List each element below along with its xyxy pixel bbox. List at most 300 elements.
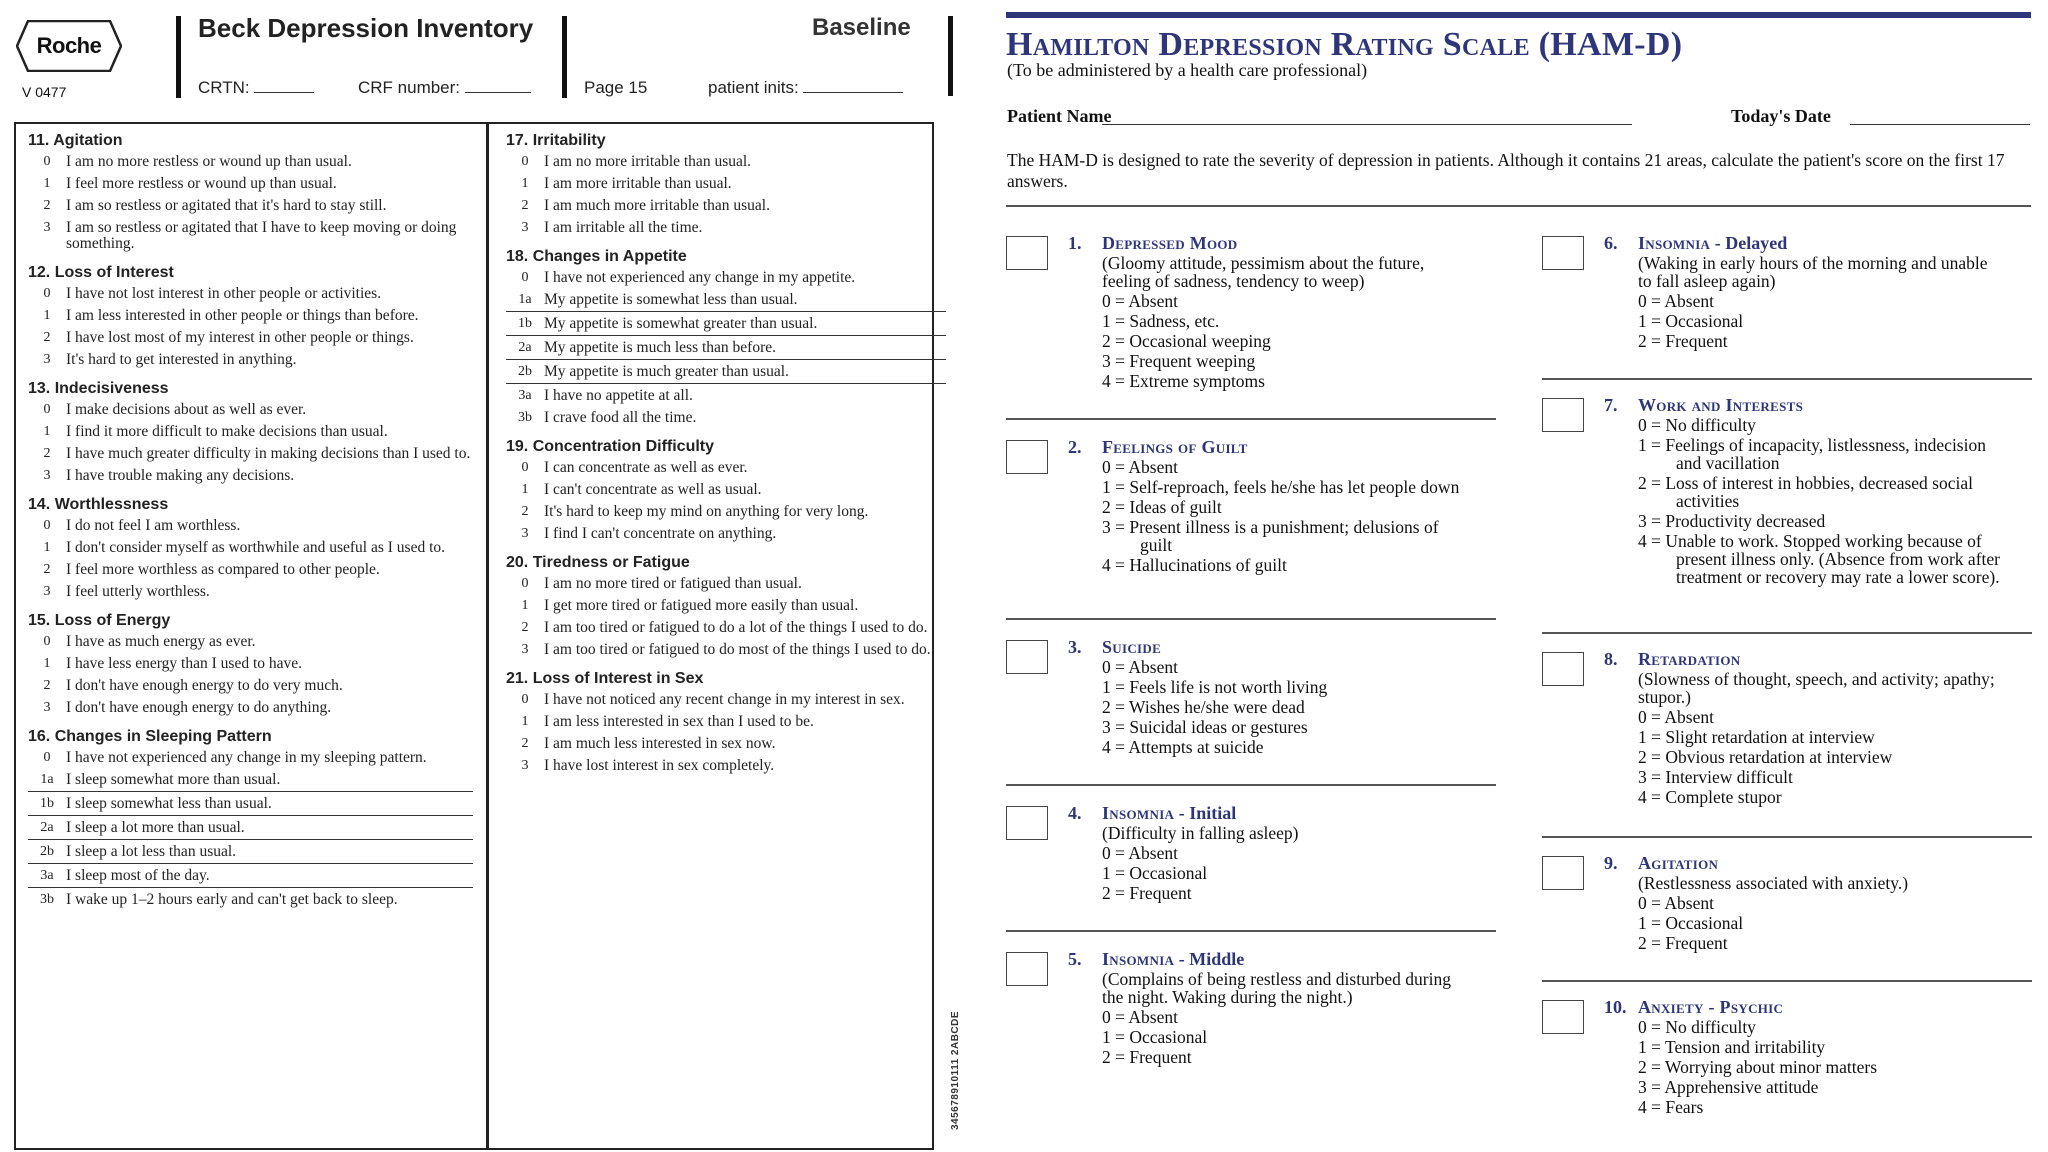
patient-name-field[interactable] xyxy=(1102,124,1632,125)
option-code: 1 xyxy=(43,540,51,555)
item-body xyxy=(1604,648,2004,808)
answer-option[interactable] xyxy=(28,750,473,766)
option-text: I have not experienced any change in my appetite. xyxy=(544,269,856,286)
answer-option[interactable] xyxy=(28,176,473,192)
item-body xyxy=(1068,232,1468,392)
option-text: I have not noticed any recent change in my interest in sex. xyxy=(544,691,905,708)
answer-option[interactable] xyxy=(506,198,946,214)
item-divider xyxy=(1542,980,2032,982)
option-text: I am much more irritable than usual. xyxy=(544,197,770,214)
item-option: 0 = Absent xyxy=(1102,843,1178,863)
item-description: (Slowness of thought, speech, and activity; apathy; stupor.) xyxy=(1638,669,1995,707)
option-text: I have no appetite at all. xyxy=(544,387,693,404)
item-name xyxy=(1102,802,1236,824)
option-code: 2 xyxy=(43,446,51,461)
option-text: I do not feel I am worthless. xyxy=(66,517,241,534)
question-title: 12. Loss of Interest xyxy=(28,264,174,281)
answer-option[interactable] xyxy=(506,364,946,384)
option-text: I don't have enough energy to do anything. xyxy=(66,699,332,716)
option-text: I feel more restless or wound up than usual. xyxy=(66,175,337,192)
item-option: 4 = Unable to work. Stopped working because of present illness only. (Absence from work after treatment or recovery may rate a lower score). xyxy=(1638,531,2000,587)
ham-subtitle: (To be administered by a health care professional) xyxy=(1007,60,1368,80)
score-checkbox[interactable] xyxy=(1542,856,1584,890)
option-text: I have much greater difficulty in making decisions than I used to. xyxy=(66,445,471,462)
item-option: 4 = Complete stupor xyxy=(1638,787,1782,807)
todays-date-label: Today's Date xyxy=(1731,106,1831,126)
answer-option[interactable] xyxy=(28,678,473,694)
option-text: I am irritable all the time. xyxy=(544,219,703,236)
item-name xyxy=(1638,394,1803,416)
item-body xyxy=(1068,636,1468,758)
option-code: 1 xyxy=(43,424,51,439)
todays-date-field[interactable] xyxy=(1850,124,2030,125)
option-code: 0 xyxy=(43,750,51,765)
option-text: I feel more worthless as compared to other people. xyxy=(66,561,380,578)
option-code: 2a xyxy=(518,340,532,355)
item-divider xyxy=(1006,418,1496,420)
option-text: I have trouble making any decisions. xyxy=(66,467,295,484)
option-code: 3 xyxy=(521,642,529,657)
answer-option[interactable] xyxy=(28,220,473,252)
option-code: 2 xyxy=(43,678,51,693)
item-heading xyxy=(1604,996,2004,1018)
option-code: 3a xyxy=(518,388,532,403)
column-divider xyxy=(486,124,489,1148)
item-option: 0 = No difficulty xyxy=(1638,415,1756,435)
option-code: 2b xyxy=(40,844,54,859)
answer-option[interactable] xyxy=(506,758,946,774)
option-text: I sleep somewhat more than usual. xyxy=(66,771,281,788)
score-checkbox[interactable] xyxy=(1006,440,1048,474)
item-number: 4. xyxy=(1068,803,1082,823)
item-number: 3. xyxy=(1068,637,1082,657)
header-divider xyxy=(562,16,567,98)
beck-question xyxy=(28,380,473,484)
beck-inventory-form xyxy=(0,0,970,1152)
option-code: 3 xyxy=(43,220,51,235)
option-text: I get more tired or fatigued more easily than usual. xyxy=(544,597,859,614)
answer-option[interactable] xyxy=(506,504,946,520)
option-text: My appetite is much less than before. xyxy=(544,339,777,356)
option-code: 2b xyxy=(518,364,532,379)
option-text: I have not lost interest in other people or activities. xyxy=(66,285,382,302)
option-code: 3 xyxy=(43,468,51,483)
answer-option[interactable] xyxy=(28,402,473,418)
option-text: I am no more irritable than usual. xyxy=(544,153,752,170)
beck-question xyxy=(28,132,473,252)
item-divider xyxy=(1006,784,1496,786)
option-code: 3 xyxy=(521,526,529,541)
item-number: 1. xyxy=(1068,233,1082,253)
option-code: 2 xyxy=(521,620,529,635)
item-option: 1 = Occasional xyxy=(1638,311,1744,331)
option-text: I am no more tired or fatigued than usual. xyxy=(544,575,802,592)
option-text: I have not experienced any change in my sleeping pattern. xyxy=(66,749,427,766)
answer-option[interactable] xyxy=(28,820,473,840)
beck-title: Beck Depression Inventory xyxy=(198,13,534,43)
option-text: I can't concentrate as well as usual. xyxy=(544,481,762,498)
item-option: 0 = Absent xyxy=(1638,291,1714,311)
option-text: I sleep somewhat less than usual. xyxy=(66,795,272,812)
option-text: I am so restless or agitated that I have to keep moving or doing something. xyxy=(66,219,457,252)
answer-option[interactable] xyxy=(28,198,473,214)
item-body xyxy=(1068,802,1468,904)
option-code: 2 xyxy=(43,198,51,213)
answer-option[interactable] xyxy=(28,424,473,440)
option-code: 2 xyxy=(43,330,51,345)
item-description: (Waking in early hours of the morning and unable to fall asleep again) xyxy=(1638,253,1988,291)
question-title: 11. Agitation xyxy=(28,132,123,149)
option-text: I find it more difficult to make decisions than usual. xyxy=(66,423,388,440)
option-code: 1 xyxy=(521,176,529,191)
answer-option[interactable] xyxy=(28,892,473,908)
item-divider xyxy=(1542,632,2032,634)
score-checkbox[interactable] xyxy=(1006,806,1048,840)
beck-question xyxy=(28,264,473,368)
roche-logo xyxy=(16,20,122,72)
crtn-field[interactable]: CRTN: xyxy=(198,78,314,98)
question-title: 18. Changes in Appetite xyxy=(506,248,687,265)
answer-option[interactable] xyxy=(28,286,473,302)
patient-name-label: Patient Name xyxy=(1007,106,1112,126)
option-code: 0 xyxy=(521,460,529,475)
item-heading xyxy=(1604,852,2004,874)
beck-question xyxy=(28,728,473,908)
item-name xyxy=(1638,852,1718,874)
item-number: 2. xyxy=(1068,437,1082,457)
beck-question xyxy=(506,248,946,426)
item-name-main: Insomnia xyxy=(1102,803,1175,823)
item-heading xyxy=(1068,636,1468,658)
option-code: 2 xyxy=(521,198,529,213)
item-name-main: Anxiety - Psychic xyxy=(1638,997,1784,1017)
beck-question xyxy=(506,438,946,542)
item-body xyxy=(1604,232,2004,352)
item-name-sub: - Initial xyxy=(1174,803,1237,823)
answer-option[interactable] xyxy=(28,634,473,650)
ham-d-form xyxy=(1004,0,2044,1152)
answer-option[interactable] xyxy=(28,772,473,792)
item-name-main: Suicide xyxy=(1102,637,1162,657)
answer-option[interactable] xyxy=(506,316,946,336)
item-option: 0 = Absent xyxy=(1638,893,1714,913)
answer-option[interactable] xyxy=(28,330,473,346)
option-text: I wake up 1–2 hours early and can't get back to sleep. xyxy=(66,891,398,908)
answer-option[interactable] xyxy=(28,844,473,864)
section-divider xyxy=(1006,205,2031,207)
item-number: 6. xyxy=(1604,233,1618,253)
item-option: 2 = Worrying about minor matters xyxy=(1638,1057,1878,1077)
option-text: My appetite is somewhat less than usual. xyxy=(544,291,798,308)
item-name-main: Work and Interests xyxy=(1638,395,1804,415)
option-code: 2 xyxy=(521,504,529,519)
ham-intro-text: The HAM-D is designed to rate the severity of depression in patients. Although it contains 21 areas, calculate the patient's score on the first 17 answers. xyxy=(1007,150,2005,191)
beck-question xyxy=(28,612,473,716)
answer-option[interactable] xyxy=(506,388,946,404)
item-name-main: Insomnia xyxy=(1638,233,1711,253)
beck-column-right xyxy=(506,132,946,786)
item-divider xyxy=(1006,930,1496,932)
option-code: 0 xyxy=(43,402,51,417)
score-checkbox[interactable] xyxy=(1006,236,1048,270)
answer-option[interactable] xyxy=(28,656,473,672)
item-body xyxy=(1068,436,1468,576)
item-option: 0 = Absent xyxy=(1638,707,1714,727)
item-option: 0 = No difficulty xyxy=(1638,1017,1756,1037)
option-text: I can concentrate as well as ever. xyxy=(544,459,748,476)
answer-option[interactable] xyxy=(506,576,946,592)
item-heading xyxy=(1604,232,2004,254)
option-code: 1a xyxy=(518,292,532,307)
answer-option[interactable] xyxy=(28,584,473,600)
title-rule xyxy=(1006,12,2031,18)
item-option: 4 = Extreme symptoms xyxy=(1102,371,1265,391)
option-code: 1 xyxy=(43,308,51,323)
item-name-main: Feelings of Guilt xyxy=(1102,437,1248,457)
answer-option[interactable] xyxy=(506,620,946,636)
item-description: (Difficulty in falling asleep) xyxy=(1102,823,1299,843)
option-text: I am no more restless or wound up than usual. xyxy=(66,153,352,170)
option-text: I am less interested in sex than I used to be. xyxy=(544,713,814,730)
score-checkbox[interactable] xyxy=(1542,236,1584,270)
option-text: I have as much energy as ever. xyxy=(66,633,256,650)
beck-question xyxy=(506,670,946,774)
option-text: My appetite is much greater than usual. xyxy=(544,363,789,380)
answer-option[interactable] xyxy=(506,736,946,752)
patient-inits-field[interactable]: patient inits: xyxy=(708,78,903,98)
beck-question xyxy=(506,554,946,658)
answer-option[interactable] xyxy=(506,692,946,708)
score-checkbox[interactable] xyxy=(1006,640,1048,674)
item-name-main: Insomnia xyxy=(1102,949,1175,969)
answer-option[interactable] xyxy=(28,562,473,578)
score-checkbox[interactable] xyxy=(1542,398,1584,432)
option-code: 0 xyxy=(43,154,51,169)
crf-number-field[interactable]: CRF number: xyxy=(358,78,531,98)
option-code: 3 xyxy=(43,352,51,367)
option-text: I sleep a lot more than usual. xyxy=(66,819,245,836)
item-option: 1 = Slight retardation at interview xyxy=(1638,727,1875,747)
answer-option[interactable] xyxy=(28,540,473,556)
item-name xyxy=(1102,436,1248,458)
header-divider xyxy=(176,16,181,98)
item-divider xyxy=(1006,618,1496,620)
option-code: 2 xyxy=(43,562,51,577)
item-heading xyxy=(1604,648,2004,670)
question-title: 16. Changes in Sleeping Pattern xyxy=(28,728,272,745)
answer-option[interactable] xyxy=(28,700,473,716)
answer-option[interactable] xyxy=(28,796,473,816)
option-code: 0 xyxy=(521,692,529,707)
option-code: 3b xyxy=(518,410,532,425)
question-title: 13. Indecisiveness xyxy=(28,380,169,397)
option-text: I am much less interested in sex now. xyxy=(544,735,776,752)
item-name xyxy=(1638,996,1783,1018)
option-code: 3 xyxy=(43,584,51,599)
answer-option[interactable] xyxy=(506,410,946,426)
item-option: 4 = Fears xyxy=(1638,1097,1704,1117)
item-option: 1 = Sadness, etc. xyxy=(1102,311,1220,331)
option-text: I am less interested in other people or things than before. xyxy=(66,307,419,324)
item-name xyxy=(1638,648,1741,670)
option-text: I am so restless or agitated that it's hard to stay still. xyxy=(66,197,387,214)
answer-option[interactable] xyxy=(28,868,473,888)
score-checkbox[interactable] xyxy=(1006,952,1048,986)
option-text: I don't have enough energy to do very much. xyxy=(66,677,343,694)
answer-option[interactable] xyxy=(28,468,473,484)
item-name xyxy=(1102,636,1161,658)
answer-option[interactable] xyxy=(506,460,946,476)
item-option: 4 = Hallucinations of guilt xyxy=(1102,555,1287,575)
beck-question xyxy=(506,132,946,236)
item-number: 8. xyxy=(1604,649,1618,669)
beck-questions-box xyxy=(14,122,934,1150)
item-option: 2 = Loss of interest in hobbies, decreased social activities xyxy=(1638,473,1973,511)
item-option: 1 = Self-reproach, feels he/she has let people down xyxy=(1102,477,1460,497)
item-name xyxy=(1638,232,1787,254)
question-title: 15. Loss of Energy xyxy=(28,612,171,629)
option-text: I make decisions about as well as ever. xyxy=(66,401,307,418)
option-code: 1 xyxy=(521,598,529,613)
item-name-main: Depressed Mood xyxy=(1102,233,1238,253)
answer-option[interactable] xyxy=(506,270,946,286)
item-option: 3 = Frequent weeping xyxy=(1102,351,1256,371)
baseline-label: Baseline xyxy=(812,14,911,41)
answer-option[interactable] xyxy=(28,308,473,324)
answer-option[interactable] xyxy=(506,154,946,170)
answer-option[interactable] xyxy=(506,292,946,312)
option-text: I sleep most of the day. xyxy=(66,867,210,884)
score-checkbox[interactable] xyxy=(1542,652,1584,686)
item-body xyxy=(1604,852,2004,954)
option-code: 1b xyxy=(518,316,532,331)
option-code: 1 xyxy=(43,176,51,191)
item-number: 5. xyxy=(1068,949,1082,969)
option-text: I have lost interest in sex completely. xyxy=(544,757,775,774)
item-description: (Complains of being restless and disturbed during the night. Waking during the night.) xyxy=(1102,969,1451,1007)
item-heading xyxy=(1068,436,1468,458)
item-option: 0 = Absent xyxy=(1102,457,1178,477)
item-number: 10. xyxy=(1604,997,1627,1017)
item-description: (Restlessness associated with anxiety.) xyxy=(1638,873,1909,893)
answer-option[interactable] xyxy=(506,714,946,730)
option-code: 1a xyxy=(40,772,54,787)
option-text: My appetite is somewhat greater than usual. xyxy=(544,315,818,332)
option-code: 1 xyxy=(43,656,51,671)
item-option: 4 = Attempts at suicide xyxy=(1102,737,1264,757)
question-title: 20. Tiredness or Fatigue xyxy=(506,554,690,571)
option-code: 0 xyxy=(521,270,529,285)
item-body xyxy=(1604,996,2004,1118)
option-code: 1 xyxy=(521,482,529,497)
item-option: 0 = Absent xyxy=(1102,291,1178,311)
answer-option[interactable] xyxy=(28,352,473,368)
item-option: 3 = Suicidal ideas or gestures xyxy=(1102,717,1308,737)
item-option: 2 = Frequent xyxy=(1102,1047,1192,1067)
answer-option[interactable] xyxy=(506,176,946,192)
answer-option[interactable] xyxy=(506,220,946,236)
item-option: 1 = Occasional xyxy=(1102,1027,1208,1047)
item-option: 2 = Obvious retardation at interview xyxy=(1638,747,1893,767)
beck-question xyxy=(28,496,473,600)
option-text: It's hard to keep my mind on anything for very long. xyxy=(544,503,869,520)
item-name xyxy=(1102,948,1244,970)
item-divider xyxy=(1542,836,2032,838)
item-option: 1 = Occasional xyxy=(1102,863,1208,883)
beck-column-left xyxy=(28,132,473,920)
option-text: I find I can't concentrate on anything. xyxy=(544,525,777,542)
answer-option[interactable] xyxy=(506,482,946,498)
item-option: 1 = Occasional xyxy=(1638,913,1744,933)
option-code: 0 xyxy=(521,154,529,169)
answer-option[interactable] xyxy=(506,526,946,542)
item-option: 2 = Wishes he/she were dead xyxy=(1102,697,1305,717)
item-option: 0 = Absent xyxy=(1102,1007,1178,1027)
answer-option[interactable] xyxy=(506,642,946,658)
option-code: 3a xyxy=(40,868,54,883)
item-body xyxy=(1068,948,1468,1068)
item-description: (Gloomy attitude, pessimism about the future, feeling of sadness, tendency to weep) xyxy=(1102,253,1425,291)
option-code: 3 xyxy=(43,700,51,715)
option-code: 2a xyxy=(40,820,54,835)
option-code: 3b xyxy=(40,892,54,907)
item-heading xyxy=(1068,802,1468,824)
answer-option[interactable] xyxy=(506,598,946,614)
item-heading xyxy=(1604,394,2004,416)
version-code: V 0477 xyxy=(22,84,67,100)
header-divider xyxy=(948,16,953,96)
option-code: 1 xyxy=(521,714,529,729)
option-text: I am too tired or fatigued to do most of the things I used to do. xyxy=(544,641,931,658)
question-title: 21. Loss of Interest in Sex xyxy=(506,670,704,687)
option-code: 3 xyxy=(521,758,529,773)
option-text: I feel utterly worthless. xyxy=(66,583,210,600)
item-option: 2 = Ideas of guilt xyxy=(1102,497,1222,517)
item-divider xyxy=(1542,378,2032,380)
question-title: 19. Concentration Difficulty xyxy=(506,438,715,455)
item-name-main: Retardation xyxy=(1638,649,1741,669)
option-code: 1b xyxy=(40,796,54,811)
side-code: 345678910111 2ABCDE xyxy=(950,1010,961,1130)
question-title: 17. Irritability xyxy=(506,132,606,149)
option-code: 2 xyxy=(521,736,529,751)
score-checkbox[interactable] xyxy=(1542,1000,1584,1034)
option-code: 3 xyxy=(521,220,529,235)
option-text: I have lost most of my interest in other people or things. xyxy=(66,329,414,346)
answer-option[interactable] xyxy=(28,154,473,170)
item-option: 1 = Feels life is not worth living xyxy=(1102,677,1328,697)
item-option: 1 = Feelings of incapacity, listlessness, indecision and vacillation xyxy=(1638,435,1986,473)
option-text: I crave food all the time. xyxy=(544,409,697,426)
item-option: 1 = Tension and irritability xyxy=(1638,1037,1826,1057)
item-body xyxy=(1604,394,2004,588)
item-number: 7. xyxy=(1604,395,1618,415)
logo-text: Roche xyxy=(36,33,102,58)
page-number: Page 15 xyxy=(584,78,648,97)
item-option: 0 = Absent xyxy=(1102,657,1178,677)
question-title: 14. Worthlessness xyxy=(28,496,169,513)
ham-title: Hamilton Depression Rating Scale (HAM-D) xyxy=(1006,26,1683,63)
item-option: 2 = Frequent xyxy=(1638,331,1728,351)
answer-option[interactable] xyxy=(28,446,473,462)
option-text: I am more irritable than usual. xyxy=(544,175,732,192)
item-name-main: Agitation xyxy=(1638,853,1719,873)
option-text: I don't consider myself as worthwhile and useful as I used to. xyxy=(66,539,446,556)
answer-option[interactable] xyxy=(506,340,946,360)
answer-option[interactable] xyxy=(28,518,473,534)
item-name-sub: - Delayed xyxy=(1710,233,1788,253)
item-option: 2 = Occasional weeping xyxy=(1102,331,1271,351)
